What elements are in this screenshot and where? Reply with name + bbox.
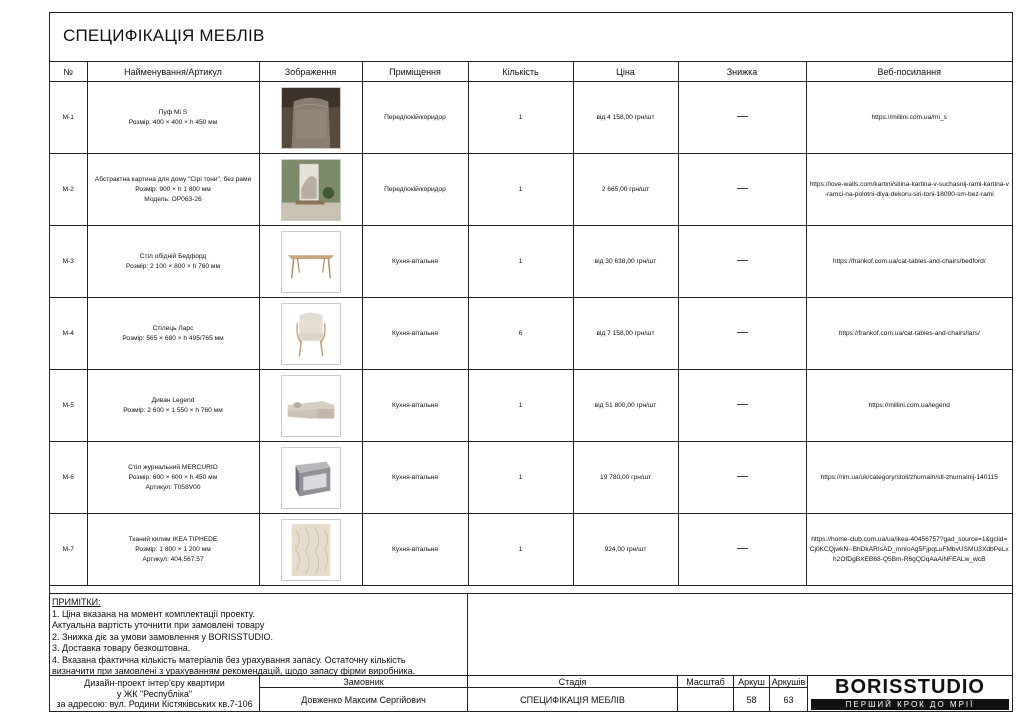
table-header: [50, 62, 1012, 82]
row-image: [259, 226, 362, 298]
row-room: Кухня-вітальня: [362, 514, 468, 586]
customer-label: Замовник: [260, 676, 468, 688]
table-image: [281, 231, 341, 293]
project-line: у ЖК "Республіка": [116, 688, 193, 699]
row-qty: 1: [468, 514, 573, 586]
discount-dash: [737, 260, 748, 261]
table-row: [50, 226, 1012, 298]
row-price: 924,00 грн/шт: [573, 514, 678, 586]
item-size: Розмір: 900 × h 1 800 мм: [135, 185, 211, 193]
item-size: Розмір: 2 600 × 1 550 × h 760 мм: [123, 406, 223, 414]
row-discount: [678, 514, 806, 586]
stage-value: СПЕЦИФІКАЦІЯ МЕБЛІВ: [468, 688, 678, 712]
row-image: [259, 370, 362, 442]
item-name: Тканий килим IKEA TIPHEDE: [128, 535, 218, 543]
pouf-image: [281, 87, 341, 149]
row-id: М-3: [50, 226, 87, 298]
table-row: [50, 442, 1012, 514]
row-room: Передпокій/коридор: [362, 82, 468, 154]
item-name: Стіл обідній Бедфорд: [139, 252, 207, 260]
item-name: Стіл журнальний MERCURIO: [128, 463, 218, 471]
item-article: Модель: OP063-26: [144, 195, 202, 203]
table-row: [50, 370, 1012, 442]
table-row: [50, 82, 1012, 154]
row-id: М-5: [50, 370, 87, 442]
sheet-label: Аркуш: [734, 676, 770, 688]
row-room: Кухня-вітальня: [362, 226, 468, 298]
discount-dash: [737, 548, 748, 549]
row-link[interactable]: https://frankof.com.ua/cat-tables-and-chairs/bedford/: [806, 226, 1012, 298]
notes-empty-area: [468, 593, 1012, 675]
row-discount: [678, 82, 806, 154]
note-line: Актуальна вартість уточнити при замовлені товару: [52, 620, 265, 630]
col-header-link: Веб-посилання: [806, 62, 1012, 82]
row-link[interactable]: https://frankof.com.ua/cat-tables-and-chairs/lars/: [806, 298, 1012, 370]
item-article: Артикул: 404.567.57: [142, 555, 204, 563]
row-qty: 1: [468, 82, 573, 154]
row-room: Кухня-вітальня: [362, 298, 468, 370]
item-size: Розмір: 600 × 600 × h 450 мм: [128, 473, 218, 481]
sheet-number: 58: [734, 688, 770, 712]
note-line: 3. Доставка товару безкоштовна.: [52, 643, 191, 653]
table-row: [50, 154, 1012, 226]
sheets-label: Аркушів: [770, 676, 808, 688]
row-qty: 1: [468, 226, 573, 298]
row-image: [259, 298, 362, 370]
chair-image: [281, 303, 341, 365]
row-price: 2 665,00 грн/шт: [573, 154, 678, 226]
row-room: Передпокій/коридор: [362, 154, 468, 226]
row-name: [87, 442, 259, 514]
item-size: Розмір: 400 × 400 × h 450 мм: [128, 118, 218, 126]
item-size: Розмір: 1 800 × 1 200 мм: [135, 545, 211, 553]
note-line: 2. Знижка діє за умови замовлення у BORISSTUDIO.: [52, 631, 273, 642]
row-id: М-4: [50, 298, 87, 370]
note-line: визначити при замовлені з урахуванням рекомендацій, щодо запасу фірми виробника.: [52, 666, 416, 676]
row-price: від 7 158,00 грн/шт: [573, 298, 678, 370]
spec-table: [50, 62, 1012, 586]
col-header-image: Зображення: [259, 62, 362, 82]
row-discount: [678, 442, 806, 514]
row-link[interactable]: https://home-club.com.ua/ua/ikea-40456757?gad_source=1&gclid=Cj0KCQjwkN--BhDkARIsAD_mnIoAg5FjpqLuFMbvUSMU3XdbPeLxh2OfDgBXEB68-Q5Bm-R6gQDqAaAiNFEALw_wcB: [806, 514, 1012, 586]
project-address: [50, 676, 260, 712]
item-name: Стілець Ларс: [152, 324, 194, 332]
spec-sheet: [49, 12, 1013, 712]
row-qty: 1: [468, 154, 573, 226]
page-title: СПЕЦИФІКАЦІЯ МЕБЛІВ: [63, 26, 265, 45]
discount-dash: [737, 116, 748, 117]
item-size: Розмір: 565 × 680 × h 495/765 мм: [122, 334, 224, 342]
painting-image: [281, 159, 341, 221]
row-qty: 6: [468, 298, 573, 370]
item-size: Розмір: 2 100 × 800 × h 760 мм: [126, 262, 220, 270]
row-id: М-1: [50, 82, 87, 154]
col-header-room: Приміщення: [362, 62, 468, 82]
row-discount: [678, 370, 806, 442]
customer-name: Довженко Максим Сергійович: [260, 688, 468, 712]
row-id: М-6: [50, 442, 87, 514]
project-line: Дизайн-проект інтер'єру квартири: [84, 678, 225, 688]
sofa-image: [281, 375, 341, 437]
col-header-discount: Знижка: [678, 62, 806, 82]
row-price: від 51 800,00 грн/шт: [573, 370, 678, 442]
item-name: Абстрактна картина для дому "Сірі тони", без рами: [94, 175, 252, 183]
row-discount: [678, 298, 806, 370]
row-room: Кухня-вітальня: [362, 442, 468, 514]
row-link[interactable]: https://millini.com.ua/legend: [806, 370, 1012, 442]
borisstudio-logo: [808, 676, 1012, 712]
logo-tagline: ПЕРШИЙ КРОК ДО МРІЇ: [811, 699, 1009, 710]
row-link[interactable]: https://rim.ua/uk/category/stoli/zhurnaln/stl-zhurnalnij-140115: [806, 442, 1012, 514]
notes-block: [50, 593, 468, 675]
stage-label: Стадія: [468, 676, 678, 688]
row-name: [87, 154, 259, 226]
coffee-table-image: [281, 447, 341, 509]
note-line: 4. Вказана фактична кількість матеріалів без урахування запасу. Остаточну кількість: [52, 654, 406, 665]
col-header-number: №: [50, 62, 87, 82]
row-name: [87, 226, 259, 298]
row-id: М-2: [50, 154, 87, 226]
table-row: [50, 298, 1012, 370]
row-name: [87, 514, 259, 586]
col-header-name: Найменування/Артикул: [87, 62, 259, 82]
discount-dash: [737, 476, 748, 477]
row-image: [259, 442, 362, 514]
logo-brand: BORISSTUDIO: [835, 676, 985, 698]
title-stamp: [50, 675, 1012, 711]
row-link[interactable]: https://millini.com.ua/mi_s: [806, 82, 1012, 154]
note-line: 1. Ціна вказана на момент комплектації проекту.: [52, 608, 255, 619]
item-name: Пуф Mi S: [158, 108, 188, 116]
sheets-total: 63: [770, 688, 808, 712]
row-id: М-7: [50, 514, 87, 586]
row-price: 19 780,00 грн/шт: [573, 442, 678, 514]
project-line: за адресою: вул. Родини Кістяківських кв.7-106: [56, 699, 253, 709]
row-image: [259, 154, 362, 226]
item-article: Артикул: T058V00: [145, 483, 201, 491]
table-row: [50, 514, 1012, 586]
rug-image: [281, 519, 341, 581]
row-price: від 4 158,00 грн/шт: [573, 82, 678, 154]
row-link[interactable]: https://love-walls.com/kartini/stiina-kartina-v-suchasnij-rami-kartina-v-ramci-na-polotni-dlya-dekoru-siri-toni-18090-sm-bez-rami: [806, 154, 1012, 226]
row-image: [259, 514, 362, 586]
row-name: [87, 82, 259, 154]
scale-label: Масштаб: [678, 676, 734, 688]
row-room: Кухня-вітальня: [362, 370, 468, 442]
row-discount: [678, 154, 806, 226]
notes-heading: ПРИМІТКИ:: [52, 597, 101, 607]
discount-dash: [737, 332, 748, 333]
row-name: [87, 370, 259, 442]
row-price: від 30 638,00 грн/шт: [573, 226, 678, 298]
row-qty: 1: [468, 370, 573, 442]
discount-dash: [737, 404, 748, 405]
row-qty: 1: [468, 442, 573, 514]
col-header-price: Ціна: [573, 62, 678, 82]
discount-dash: [737, 188, 748, 189]
row-image: [259, 82, 362, 154]
scale-value: [678, 688, 734, 712]
row-discount: [678, 226, 806, 298]
title-block: [50, 13, 1012, 62]
row-name: [87, 298, 259, 370]
item-name: Диван Legend: [151, 396, 195, 404]
col-header-qty: Кількість: [468, 62, 573, 82]
